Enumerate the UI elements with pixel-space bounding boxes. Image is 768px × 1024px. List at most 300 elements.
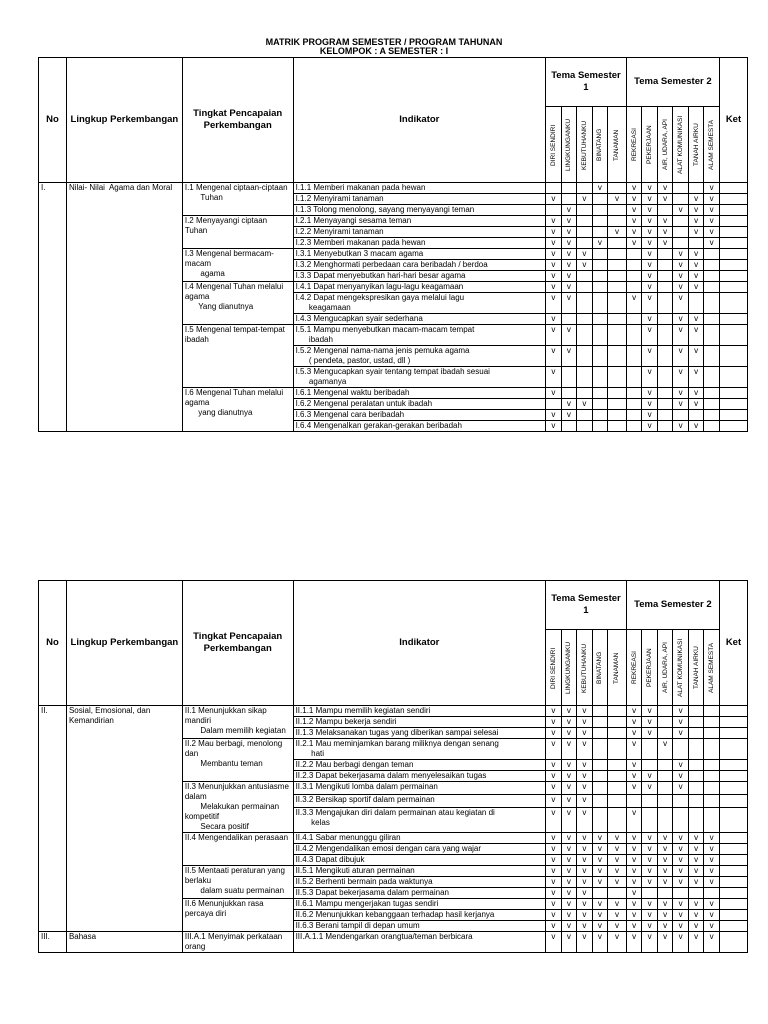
document-subtitle: KELOMPOK : A SEMESTER : I [319, 46, 449, 56]
check-cell: v [561, 932, 577, 953]
check-cell [608, 260, 627, 271]
indikator-cell: I.4.3 Mengucapkan syair sederhana [293, 314, 546, 325]
check-cell: v [546, 833, 562, 844]
check-cell [704, 728, 720, 739]
check-cell: v [561, 888, 577, 899]
check-cell: v [577, 771, 593, 782]
theme-label: ALAM SEMESTA [708, 642, 716, 693]
ket-cell [719, 238, 747, 249]
check-cell [608, 771, 627, 782]
check-cell: v [673, 910, 689, 921]
row-number: I. [39, 183, 67, 432]
check-cell [577, 271, 593, 282]
check-cell: v [688, 282, 704, 293]
indikator-cell: II.5.3 Dapat bekerjasama dalam permainan [293, 888, 546, 899]
check-cell: v [546, 421, 562, 432]
check-cell: v [561, 877, 577, 888]
ket-cell [719, 421, 747, 432]
check-cell [592, 760, 608, 771]
check-cell [608, 739, 627, 760]
check-cell [608, 346, 627, 367]
check-cell: v [546, 855, 562, 866]
check-cell: v [546, 932, 562, 953]
check-cell: v [546, 706, 562, 717]
check-cell [626, 346, 642, 367]
check-cell [608, 706, 627, 717]
check-cell [546, 183, 562, 194]
check-cell: v [592, 899, 608, 910]
check-cell: v [546, 216, 562, 227]
check-cell [561, 183, 577, 194]
ket-cell [719, 216, 747, 227]
check-cell: v [673, 282, 689, 293]
check-cell: v [626, 782, 642, 795]
check-cell: v [608, 932, 627, 953]
check-cell [657, 421, 673, 432]
indikator-cell: I.3.1 Menyebutkan 3 macam agama [293, 249, 546, 260]
check-cell [657, 367, 673, 388]
check-cell [673, 888, 689, 899]
lingkup-cell: Bahasa [66, 932, 182, 953]
check-cell [608, 271, 627, 282]
tingkat-cell: I.6 Mengenal Tuhan melalui agama yang dianutnya [182, 388, 293, 432]
tingkat-cell: III.A.1 Menyimak perkataan orang [182, 932, 293, 953]
check-cell: v [546, 739, 562, 760]
theme-sem2-2 [642, 630, 658, 706]
indikator-cell: II.6.1 Mampu mengerjakan tugas sendiri [293, 899, 546, 910]
check-cell: v [642, 260, 658, 271]
theme-sem1-1 [546, 107, 562, 183]
check-cell: v [704, 833, 720, 844]
check-cell: v [688, 899, 704, 910]
check-cell: v [626, 833, 642, 844]
ket-cell [719, 760, 747, 771]
check-cell: v [546, 346, 562, 367]
check-cell: v [673, 771, 689, 782]
check-cell [626, 282, 642, 293]
check-cell: v [704, 183, 720, 194]
theme-sem1-2 [561, 107, 577, 183]
check-cell: v [626, 717, 642, 728]
theme-label: TANAMAN [613, 128, 621, 161]
check-cell: v [592, 833, 608, 844]
tingkat-cell: II.3 Menunjukkan antusiasme dalam Melakukan permainan kompetitif Secara positif [182, 782, 293, 833]
indikator-cell: II.3.1 Mengikuti lomba dalam permainan [293, 782, 546, 795]
check-cell: v [673, 844, 689, 855]
check-cell: v [657, 932, 673, 953]
check-cell: v [642, 271, 658, 282]
check-cell [577, 421, 593, 432]
check-cell: v [592, 910, 608, 921]
check-cell: v [688, 249, 704, 260]
indikator-cell: III.A.1.1 Mendengarkan orangtua/teman berbicara [293, 932, 546, 953]
check-cell: v [688, 910, 704, 921]
theme-sem2-3 [657, 630, 673, 706]
indikator-cell: I.5.3 Mengucapkan syair tentang tempat ibadah sesuai agamanya [293, 367, 546, 388]
check-cell: v [688, 260, 704, 271]
check-cell: v [546, 282, 562, 293]
check-cell [657, 325, 673, 346]
ket-cell [719, 271, 747, 282]
indikator-cell: I.2.1 Menyayangi sesama teman [293, 216, 546, 227]
tingkat-cell: II.4 Mengendalikan perasaan [182, 833, 293, 866]
check-cell [626, 260, 642, 271]
check-cell: v [546, 910, 562, 921]
check-cell: v [642, 844, 658, 855]
check-cell [626, 410, 642, 421]
check-cell: v [608, 844, 627, 855]
check-cell: v [657, 739, 673, 760]
header-indikator: Indikator [293, 58, 546, 183]
check-cell: v [673, 866, 689, 877]
check-cell [704, 249, 720, 260]
check-cell: v [626, 899, 642, 910]
check-cell [673, 194, 689, 205]
check-cell: v [577, 717, 593, 728]
check-cell [626, 399, 642, 410]
document-title: MATRIK PROGRAM SEMESTER / PROGRAM TAHUNAN [265, 37, 503, 47]
check-cell [657, 249, 673, 260]
check-cell: v [657, 899, 673, 910]
check-cell: v [546, 410, 562, 421]
check-cell [642, 760, 658, 771]
lingkup-cell: Nilai- Nilai Agama dan Moral [66, 183, 182, 432]
check-cell: v [688, 367, 704, 388]
check-cell: v [626, 238, 642, 249]
check-cell: v [688, 844, 704, 855]
indikator-cell: I.5.2 Mengenal nama-nama jenis pemuka agama ( pendeta, pastor, ustad, dll ) [293, 346, 546, 367]
check-cell: v [608, 194, 627, 205]
check-cell: v [626, 808, 642, 833]
check-cell [688, 739, 704, 760]
check-cell: v [642, 249, 658, 260]
check-cell: v [688, 205, 704, 216]
check-cell: v [657, 910, 673, 921]
check-cell [673, 410, 689, 421]
check-cell: v [561, 855, 577, 866]
check-cell [577, 238, 593, 249]
check-cell: v [642, 771, 658, 782]
check-cell: v [626, 194, 642, 205]
check-cell [626, 314, 642, 325]
check-cell [673, 238, 689, 249]
check-cell [561, 421, 577, 432]
check-cell: v [657, 921, 673, 932]
header-tingkat-pencapaian: Tingkat Pencapaian Perkembangan [182, 58, 293, 183]
theme-label: AIR, UDARA, API [661, 642, 669, 693]
check-cell: v [657, 844, 673, 855]
check-cell [642, 795, 658, 808]
check-cell [577, 216, 593, 227]
check-cell [608, 782, 627, 795]
check-cell [626, 271, 642, 282]
indikator-cell: II.1.2 Mampu bekerja sendiri [293, 717, 546, 728]
theme-label: ALAT KOMUNIKASI [677, 638, 685, 697]
check-cell: v [561, 844, 577, 855]
check-cell: v [673, 325, 689, 346]
check-cell [608, 367, 627, 388]
check-cell [592, 314, 608, 325]
check-cell: v [608, 227, 627, 238]
check-cell [577, 293, 593, 314]
header-tema-semester-1: Tema Semester 1 [546, 581, 627, 630]
check-cell: v [577, 399, 593, 410]
check-cell [592, 888, 608, 899]
check-cell: v [561, 717, 577, 728]
check-cell: v [673, 855, 689, 866]
check-cell [657, 728, 673, 739]
check-cell: v [626, 739, 642, 760]
check-cell [704, 421, 720, 432]
check-cell [592, 782, 608, 795]
check-cell: v [561, 271, 577, 282]
check-cell: v [626, 728, 642, 739]
check-cell: v [561, 205, 577, 216]
ket-cell [719, 910, 747, 921]
check-cell [673, 795, 689, 808]
check-cell: v [673, 782, 689, 795]
check-cell: v [642, 325, 658, 346]
theme-sem1-4 [592, 107, 608, 183]
theme-label: PEKERJAAN [646, 125, 654, 164]
check-cell [577, 227, 593, 238]
tingkat-cell: I.3 Mengenal bermacam-macam agama [182, 249, 293, 282]
ket-cell [719, 795, 747, 808]
check-cell [704, 760, 720, 771]
check-cell: v [626, 866, 642, 877]
check-cell [657, 314, 673, 325]
check-cell [642, 739, 658, 760]
theme-label: ALAT KOMUNIKASI [677, 115, 685, 174]
check-cell: v [561, 866, 577, 877]
check-cell: v [577, 910, 593, 921]
ket-cell [719, 388, 747, 399]
check-cell: v [577, 808, 593, 833]
check-cell [704, 782, 720, 795]
check-cell [688, 293, 704, 314]
check-cell: v [642, 216, 658, 227]
check-cell [657, 271, 673, 282]
check-cell: v [546, 293, 562, 314]
check-cell: v [592, 921, 608, 932]
ket-cell [719, 399, 747, 410]
ket-cell [719, 282, 747, 293]
header-tema-semester-2: Tema Semester 2 [626, 581, 719, 630]
check-cell: v [546, 782, 562, 795]
theme-label: BINATANG [596, 651, 604, 684]
check-cell [608, 249, 627, 260]
tingkat-cell: II.1 Menunjukkan sikap mandiri Dalam memilih kegiatan [182, 706, 293, 739]
check-cell: v [642, 183, 658, 194]
check-cell [626, 421, 642, 432]
check-cell [688, 717, 704, 728]
check-cell: v [688, 388, 704, 399]
check-cell: v [561, 833, 577, 844]
indikator-cell: II.3.2 Bersikap sportif dalam permainan [293, 795, 546, 808]
check-cell: v [577, 932, 593, 953]
theme-label: DIRI SENDIRI [549, 123, 557, 166]
check-cell [704, 388, 720, 399]
check-cell: v [673, 921, 689, 932]
check-cell: v [704, 844, 720, 855]
check-cell: v [577, 855, 593, 866]
check-cell [608, 888, 627, 899]
check-cell: v [673, 293, 689, 314]
check-cell: v [642, 877, 658, 888]
indikator-cell: I.6.1 Mengenal waktu beribadah [293, 388, 546, 399]
check-cell: v [673, 314, 689, 325]
check-cell: v [577, 260, 593, 271]
ket-cell [719, 293, 747, 314]
check-cell [704, 717, 720, 728]
check-cell: v [673, 260, 689, 271]
indikator-cell: I.3.3 Dapat menyebutkan hari-hari besar agama [293, 271, 546, 282]
check-cell [657, 282, 673, 293]
check-cell [592, 282, 608, 293]
check-cell: v [688, 399, 704, 410]
check-cell [704, 771, 720, 782]
check-cell: v [561, 249, 577, 260]
check-cell [688, 410, 704, 421]
check-cell: v [561, 760, 577, 771]
theme-label: LINGKUNGANKU [565, 118, 573, 171]
check-cell: v [642, 205, 658, 216]
indikator-cell: II.6.2 Menunjukkan kebanggaan terhadap hasil kerjanya [293, 910, 546, 921]
check-cell: v [546, 899, 562, 910]
check-cell [626, 388, 642, 399]
check-cell: v [704, 855, 720, 866]
check-cell: v [626, 844, 642, 855]
check-cell [688, 808, 704, 833]
check-cell: v [626, 771, 642, 782]
check-cell: v [577, 739, 593, 760]
check-cell [546, 399, 562, 410]
check-cell: v [561, 739, 577, 760]
theme-sem2-6 [704, 630, 720, 706]
check-cell [704, 325, 720, 346]
check-cell [688, 706, 704, 717]
check-cell [577, 346, 593, 367]
header-lingkup-perkembangan: Lingkup Perkembangan [66, 581, 182, 706]
check-cell [704, 293, 720, 314]
check-cell: v [608, 833, 627, 844]
theme-sem2-5 [688, 107, 704, 183]
check-cell [657, 760, 673, 771]
check-cell: v [577, 888, 593, 899]
check-cell: v [642, 855, 658, 866]
check-cell: v [642, 194, 658, 205]
check-cell [592, 194, 608, 205]
check-cell: v [688, 325, 704, 346]
ket-cell [719, 367, 747, 388]
check-cell [608, 795, 627, 808]
check-cell: v [577, 194, 593, 205]
check-cell [577, 367, 593, 388]
check-cell: v [642, 921, 658, 932]
check-cell: v [626, 216, 642, 227]
tingkat-cell: I.2 Menyayangi ciptaan Tuhan [182, 216, 293, 249]
check-cell [592, 346, 608, 367]
ket-cell [719, 728, 747, 739]
check-cell: v [688, 833, 704, 844]
table-row [39, 706, 748, 717]
check-cell: v [673, 717, 689, 728]
indikator-cell: I.1.3 Tolong menolong, sayang menyayangi teman [293, 205, 546, 216]
check-cell [608, 314, 627, 325]
check-cell [642, 808, 658, 833]
indikator-cell: I.2.3 Memberi makanan pada hewan [293, 238, 546, 249]
check-cell [577, 314, 593, 325]
tingkat-cell: II.2 Mau berbagi, menolong dan Membantu teman [182, 739, 293, 782]
check-cell [608, 410, 627, 421]
check-cell [546, 205, 562, 216]
check-cell: v [608, 899, 627, 910]
check-cell [704, 314, 720, 325]
check-cell: v [626, 855, 642, 866]
check-cell: v [626, 932, 642, 953]
check-cell: v [673, 271, 689, 282]
ket-cell [719, 410, 747, 421]
indikator-cell: II.2.2 Mau berbagi dengan teman [293, 760, 546, 771]
ket-cell [719, 739, 747, 760]
check-cell [577, 205, 593, 216]
check-cell [592, 205, 608, 216]
ket-cell [719, 888, 747, 899]
check-cell: v [577, 249, 593, 260]
theme-label: REKREASI [630, 128, 638, 161]
check-cell: v [642, 399, 658, 410]
check-cell: v [688, 932, 704, 953]
check-cell: v [704, 899, 720, 910]
ket-cell [719, 227, 747, 238]
check-cell: v [577, 877, 593, 888]
check-cell: v [642, 833, 658, 844]
indikator-cell: I.2.2 Menyirami tanaman [293, 227, 546, 238]
check-cell: v [642, 346, 658, 367]
check-cell: v [546, 760, 562, 771]
check-cell [592, 728, 608, 739]
check-cell: v [561, 325, 577, 346]
check-cell: v [546, 921, 562, 932]
check-cell [626, 367, 642, 388]
check-cell: v [546, 888, 562, 899]
check-cell: v [577, 795, 593, 808]
check-cell: v [673, 249, 689, 260]
check-cell: v [688, 271, 704, 282]
check-cell: v [642, 717, 658, 728]
check-cell: v [673, 388, 689, 399]
check-cell: v [704, 227, 720, 238]
check-cell: v [546, 260, 562, 271]
check-cell [561, 367, 577, 388]
check-cell: v [626, 760, 642, 771]
check-cell: v [546, 728, 562, 739]
check-cell: v [546, 314, 562, 325]
matrix-table-1 [38, 57, 748, 432]
theme-sem2-2 [642, 107, 658, 183]
check-cell [673, 183, 689, 194]
check-cell: v [688, 421, 704, 432]
indikator-cell: II.2.3 Dapat bekerjasama dalam menyelesaikan tugas [293, 771, 546, 782]
check-cell [704, 706, 720, 717]
header-ket: Ket [719, 581, 747, 706]
check-cell: v [657, 183, 673, 194]
check-cell: v [626, 877, 642, 888]
theme-sem2-4 [673, 107, 689, 183]
check-cell [657, 205, 673, 216]
check-cell: v [608, 921, 627, 932]
check-cell [688, 728, 704, 739]
